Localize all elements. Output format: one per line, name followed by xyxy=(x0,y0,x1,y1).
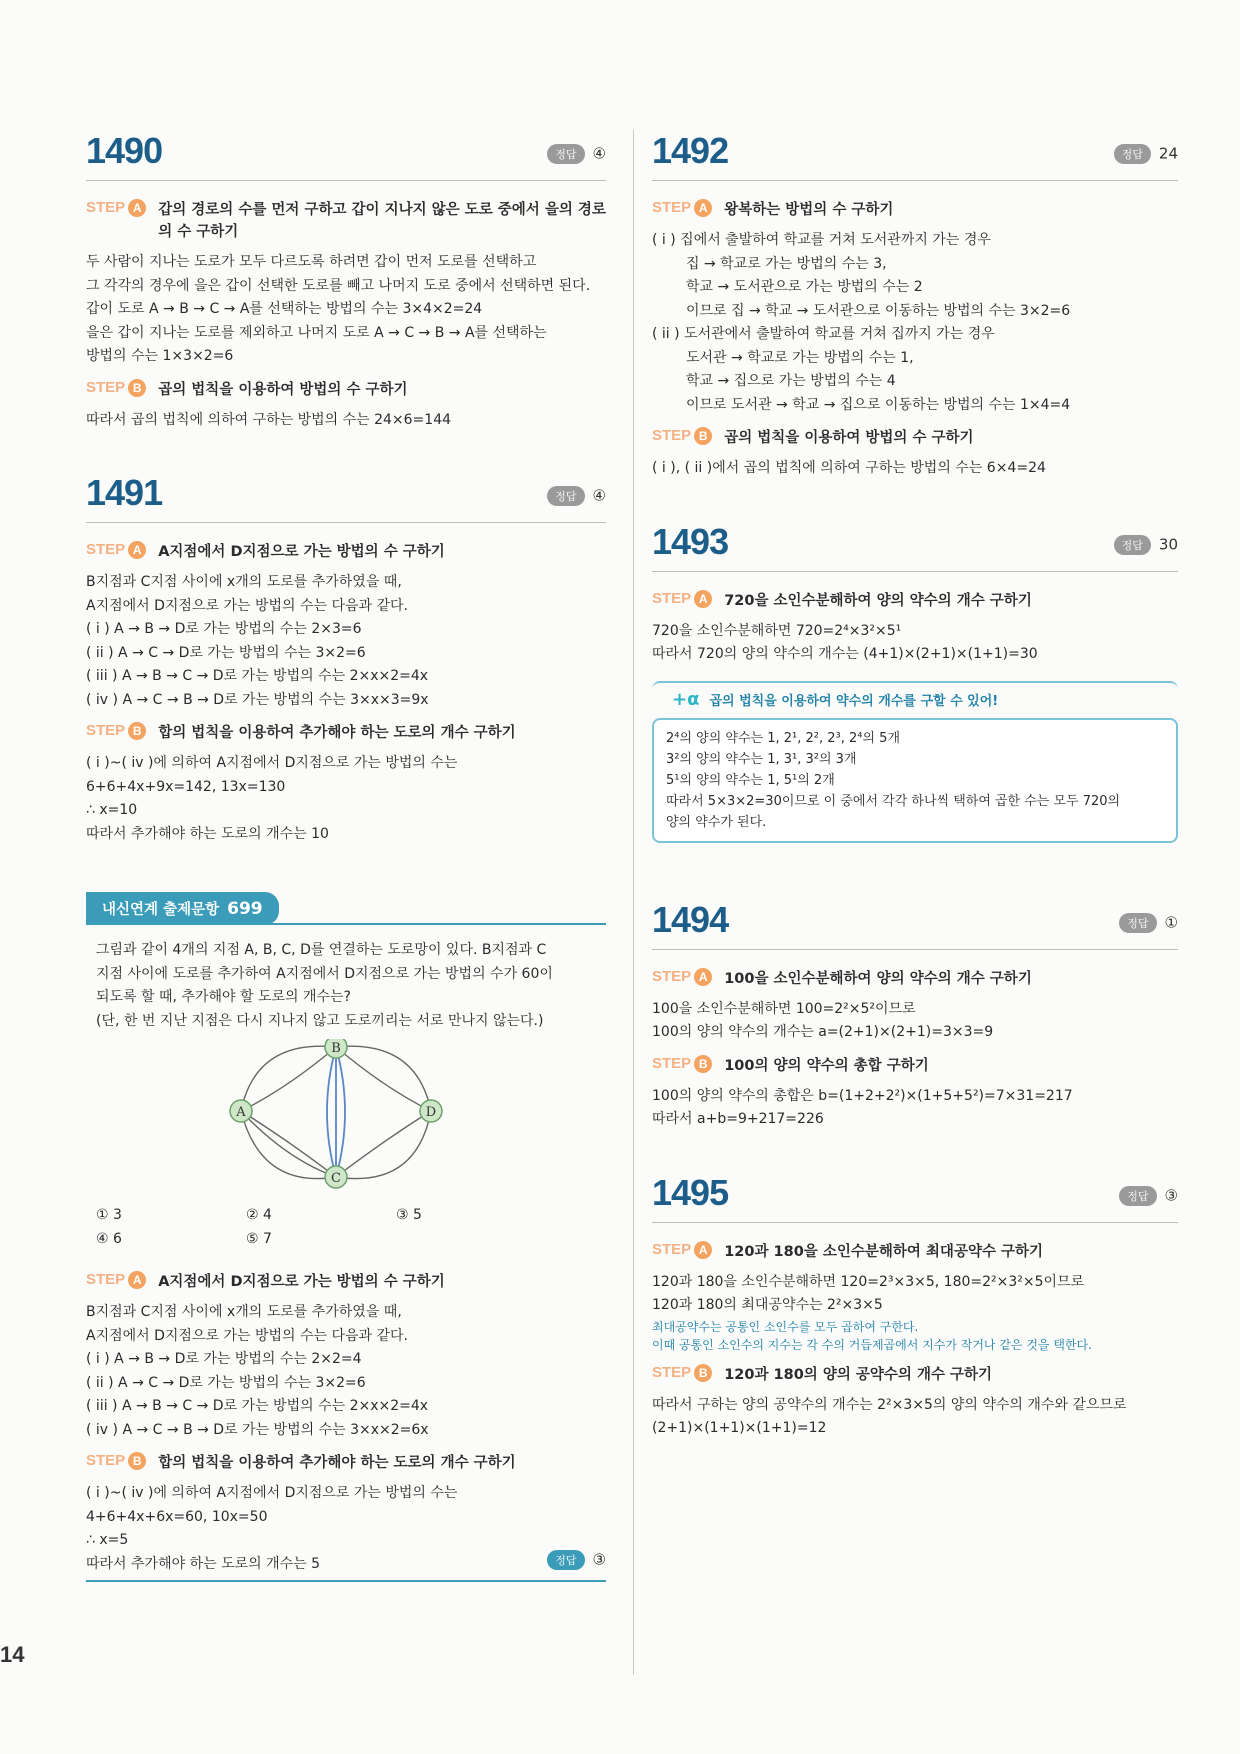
road-b-c xyxy=(336,1047,345,1177)
problem-1492 xyxy=(652,130,1178,481)
answer-value: ④ xyxy=(592,144,606,163)
problem-number: 1492 xyxy=(652,130,729,171)
problem-1494 xyxy=(652,899,1178,1132)
step-a xyxy=(86,1271,606,1293)
step-title: A지점에서 D지점으로 가는 방법의 수 구하기 xyxy=(158,544,445,560)
tip-box xyxy=(652,718,1178,843)
step-title: 왕복하는 방법의 수 구하기 xyxy=(724,202,894,218)
answer-value: ③ xyxy=(1164,1186,1178,1204)
step-a xyxy=(86,541,606,563)
solution-text: B지점과 C지점 사이에 x개의 도로를 추가하였을 때, A지점에서 D지점으로 가는 방법의 수는 다음과 같다. ( i ) A → B → D로 가는 방법의 수는 2×3=6 ( ii ) A → C → D로 가는 방법의 수는 3×2=6 ( iii ) A → B → C → D로 가는 방법의 수는 2×x×2=4x ( iv ) A → C → B → D로 가는 방법의 수는 3×x×3=9x xyxy=(86,574,429,708)
step-label: STEP B xyxy=(652,1364,712,1382)
step-title: 100의 양의 약수의 총합 구하기 xyxy=(724,1057,929,1074)
answer-pill: 정답 xyxy=(1119,913,1156,933)
step-title: 합의 법칙을 이용하여 추가해야 하는 도로의 개수 구하기 xyxy=(158,1455,516,1471)
problem-header xyxy=(652,1172,1178,1223)
answer xyxy=(547,144,606,164)
road-c-d xyxy=(336,1111,431,1177)
answer-value: ④ xyxy=(592,486,606,505)
related-number: 699 xyxy=(227,899,263,919)
question-text: 그림과 같이 4개의 지점 A, B, C, D를 연결하는 도로망이 있다. B지점과 C 지점 사이에 도로를 추가하여 A지점에서 D지점으로 가는 방법의 수가 60이 되도록 할 때, 추가해야 할 도로의 개수는? (단, 한 번 지난 지점은 다시 지나지 않고 도로끼리는 서로 만나지 않는다.) xyxy=(96,942,553,1029)
case-ii: ( ii ) 도서관에서 출발하여 학교를 거쳐 집까지 가는 경우 xyxy=(652,326,995,342)
step-label: STEP A xyxy=(86,541,146,559)
case-ii-detail: 도서관 → 학교로 가는 방법의 수는 1, 학교 → 집으로 가는 방법의 수는 4 이므로 도서관 → 학교 → 집으로 이동하는 방법의 수는 1×4=4 xyxy=(686,349,1071,413)
step-label: STEP B xyxy=(652,427,712,445)
step-b xyxy=(86,1452,606,1474)
solution-text: 720을 소인수분해하면 720=2⁴×3²×5¹ 따라서 720의 양의 약수의 개수는 (4+1)×(2+1)×(1+1)=30 xyxy=(652,622,1038,662)
page-number: 14 xyxy=(0,1642,25,1667)
related-problem xyxy=(86,886,606,1582)
problem-number: 1491 xyxy=(86,472,163,513)
problem-header xyxy=(652,130,1178,181)
step-title: 갑의 경로의 수를 먼저 구하고 갑이 지나지 않은 도로 중에서 을의 경로의 수 구하기 xyxy=(158,202,606,240)
gcd-note: 최대공약수는 공통인 소인수를 모두 곱하여 구한다. 이때 공통인 소인수의 지수는 각 수의 거듭제곱에서 지수가 작거나 같은 것을 택한다. xyxy=(652,1319,1092,1352)
column-divider xyxy=(633,130,634,1675)
answer-value: 24 xyxy=(1158,144,1178,163)
solution-text: 100을 소인수분해하면 100=2²×5²이므로 100의 양의 약수의 개수는 a=(2+1)×(2+1)=3×3=9 xyxy=(652,1000,994,1040)
answer-value: ③ xyxy=(592,1550,606,1569)
answer-choices xyxy=(96,1203,606,1251)
tip-text: 2⁴의 양의 약수는 1, 2¹, 2², 2³, 2⁴의 5개 3²의 양의 약수는 1, 3¹, 3²의 3개 5¹의 양의 약수는 1, 5¹의 2개 따라서 5×3×2=30이므로 이 중에서 각각 하나씩 택하여 곱한 수는 모두 720의 양의 약수가 된다. xyxy=(666,730,1121,830)
road-b-d xyxy=(336,1047,431,1111)
step-title: 720을 소인수분해하여 양의 약수의 개수 구하기 xyxy=(724,592,1032,609)
road-network-diagram xyxy=(86,1039,606,1189)
step-title: 합의 법칙을 이용하여 추가해야 하는 도로의 개수 구하기 xyxy=(158,725,516,741)
step-title: 120과 180의 양의 공약수의 개수 구하기 xyxy=(724,1366,993,1383)
road-b-c xyxy=(327,1047,336,1177)
problem-1493 xyxy=(652,521,1178,843)
step-label: STEP B xyxy=(86,1452,146,1470)
step-a xyxy=(652,199,1178,221)
answer-value: ① xyxy=(1164,913,1178,931)
node-d-label: D xyxy=(425,1105,437,1120)
step-label: STEP B xyxy=(86,379,146,397)
problem-number: 1493 xyxy=(652,520,729,562)
problem-header xyxy=(86,130,606,181)
step-b xyxy=(652,1364,1178,1386)
step-b xyxy=(652,1055,1178,1077)
step-label: STEP A xyxy=(652,199,712,217)
step-label: STEP A xyxy=(652,1241,712,1259)
solution-text: 따라서 구하는 양의 공약수의 개수는 2²×3×5의 양의 약수의 개수와 같으므로 (2+1)×(1+1)×(1+1)=12 xyxy=(652,1396,1127,1436)
step-label: STEP A xyxy=(652,968,712,986)
answer-pill: 정답 xyxy=(1119,1186,1156,1206)
step-b xyxy=(86,722,606,744)
answer xyxy=(1119,1186,1178,1206)
step-label: STEP A xyxy=(652,590,712,608)
solution-text: 따라서 곱의 법칙에 의하여 구하는 방법의 수는 24×6=144 xyxy=(86,411,452,428)
road-a-b xyxy=(241,1047,336,1111)
step-title: A지점에서 D지점으로 가는 방법의 수 구하기 xyxy=(158,1274,445,1290)
step-label: STEP B xyxy=(652,1055,712,1073)
step-b xyxy=(86,379,606,401)
node-b-label: B xyxy=(331,1041,341,1056)
step-a xyxy=(86,199,606,243)
choice-1: ① 3 xyxy=(96,1207,122,1223)
problem-header xyxy=(86,472,606,523)
answer xyxy=(1114,535,1178,555)
solution-text: ( i )~( iv )에 의하여 A지점에서 D지점으로 가는 방법의 수는 6+6+4x+9x=142, 13x=130 ∴ x=10 따라서 추가해야 하는 도로의 개수는 10 xyxy=(86,755,458,842)
step-a xyxy=(652,1241,1178,1263)
plus-alpha-icon: +α xyxy=(672,688,700,710)
answer-pill: 정답 xyxy=(1114,144,1151,164)
step-b xyxy=(652,427,1178,449)
choice-3: ③ 5 xyxy=(396,1207,422,1223)
problem-1490 xyxy=(86,130,606,432)
case-i-detail: 집 → 학교로 가는 방법의 수는 3, 학교 → 도서관으로 가는 방법의 수는 2 이므로 집 → 학교 → 도서관으로 이동하는 방법의 수는 3×2=6 xyxy=(686,255,1071,319)
solution-text: 두 사람이 지나는 도로가 모두 다르도록 하려면 갑이 먼저 도로를 선택하고 그 각각의 경우에 을은 갑이 선택한 도로를 빼고 나머지 도로 중에서 선택하면 된다. 갑이 도로 A → B → C → A를 선택하는 방법의 수는 3×4×2=24 을은 갑이 지나는 도로를 제외하고 나머지 도로 A → C → B → A를 선택하는 방법의 수는 1×3×2=6 xyxy=(86,254,591,364)
answer xyxy=(1119,913,1178,933)
solution-text: ( i ), ( ii )에서 곱의 법칙에 의하여 구하는 방법의 수는 6×4=24 xyxy=(652,460,1046,476)
problem-number: 1490 xyxy=(86,130,163,171)
answer xyxy=(1114,144,1178,164)
problem-number: 1495 xyxy=(652,1171,729,1213)
step-title: 120과 180을 소인수분해하여 최대공약수 구하기 xyxy=(724,1243,1044,1260)
choice-2: ② 4 xyxy=(246,1207,272,1223)
answer xyxy=(547,486,606,506)
node-c-label: C xyxy=(331,1171,341,1186)
tip-title: 곱의 법칙을 이용하여 약수의 개수를 구할 수 있어! xyxy=(709,693,999,709)
step-label: STEP A xyxy=(86,199,146,217)
choice-5: ⑤ 7 xyxy=(246,1231,272,1247)
step-label: STEP A xyxy=(86,1271,146,1289)
problem-1491 xyxy=(86,472,606,846)
solution-text: ( i )~( iv )에 의하여 A지점에서 D지점으로 가는 방법의 수는 4+6+4x+6x=60, 10x=50 ∴ x=5 따라서 추가해야 하는 도로의 개수는 5 xyxy=(86,1485,458,1572)
solution-text: 120과 180을 소인수분해하면 120=2³×3×5, 180=2²×3²×5이므로 120과 180의 최대공약수는 2²×3×5 xyxy=(652,1273,1085,1313)
answer-pill: 정답 xyxy=(547,1550,584,1570)
road-a-b xyxy=(241,1046,336,1111)
step-a xyxy=(652,968,1178,990)
problem-header xyxy=(652,521,1178,572)
case-i: ( i ) 집에서 출발하여 학교를 거쳐 도서관까지 가는 경우 xyxy=(652,232,991,248)
answer-pill: 정답 xyxy=(547,486,584,506)
road-a-c xyxy=(241,1111,336,1179)
problem-1495 xyxy=(652,1172,1178,1441)
answer-pill: 정답 xyxy=(547,144,584,164)
solution-text: B지점과 C지점 사이에 x개의 도로를 추가하였을 때, A지점에서 D지점으로 가는 방법의 수는 다음과 같다. ( i ) A → B → D로 가는 방법의 수는 2×2=4 ( ii ) A → C → D로 가는 방법의 수는 3×2=6 ( iii ) A → B → C → D로 가는 방법의 수는 2×x×2=4x ( iv ) A → C → B → D로 가는 방법의 수는 3×x×2=6x xyxy=(86,1304,429,1438)
node-a-label: A xyxy=(236,1105,246,1120)
tip-header xyxy=(652,681,1178,714)
right-column xyxy=(652,130,1178,1481)
step-title: 곱의 법칙을 이용하여 방법의 수 구하기 xyxy=(158,381,408,398)
step-a xyxy=(652,590,1178,612)
answer-pill: 정답 xyxy=(1114,535,1151,555)
problem-header xyxy=(652,899,1178,950)
step-label: STEP B xyxy=(86,722,146,740)
answer-value: 30 xyxy=(1158,535,1178,553)
problem-number: 1494 xyxy=(652,898,729,940)
step-title: 곱의 법칙을 이용하여 방법의 수 구하기 xyxy=(724,430,974,446)
road-b-d xyxy=(336,1046,431,1111)
solution-text: 100의 양의 약수의 총합은 b=(1+2+2²)×(1+5+5²)=7×31=217 따라서 a+b=9+217=226 xyxy=(652,1087,1073,1127)
step-title: 100을 소인수분해하여 양의 약수의 개수 구하기 xyxy=(724,970,1032,987)
related-banner: 내신연계 출제문항 699 xyxy=(86,892,279,925)
road-c-d xyxy=(336,1111,431,1179)
left-column xyxy=(86,130,606,1622)
road-a-c xyxy=(241,1111,336,1177)
choice-4: ④ 6 xyxy=(96,1231,122,1247)
